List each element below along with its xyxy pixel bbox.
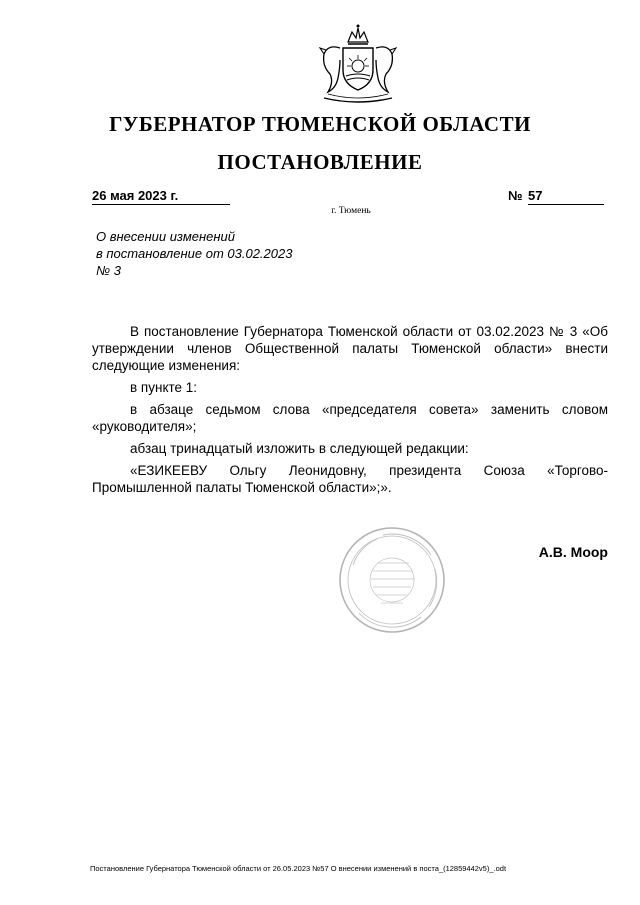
subject-block: [96, 228, 292, 279]
document-date: 26 мая 2023 г.: [92, 188, 230, 205]
organization-title: ГУБЕРНАТОР ТЮМЕНСКОЙ ОБЛАСТИ: [109, 112, 531, 136]
footer-filename: Постановление Губернатора Тюменской области от 26.05.2023 №57 О внесении изменений в поста_(12859442v5)_.odt: [90, 864, 507, 873]
document-number: [508, 188, 604, 205]
subject-line: О внесении изменений: [96, 229, 235, 244]
number-value: 57: [528, 188, 604, 205]
body-paragraph: в абзаце седьмом слова «председателя совета» заменить словом «руководителя»;: [92, 402, 608, 434]
subject-line: № 3: [96, 263, 121, 278]
body-paragraph: в пункте 1:: [130, 380, 198, 395]
city-label: г. Тюмень: [331, 206, 371, 216]
body-paragraph: «ЕЗИКЕЕВУ Ольгу Леонидовну, президента Союза «Торгово-Промышленной палаты Тюменской области»;».: [92, 463, 608, 495]
signer-name: А.В. Моор: [538, 544, 608, 560]
subject-line: в постановление от 03.02.2023: [96, 246, 293, 261]
body-paragraph: В постановление Губернатора Тюменской области от 03.02.2023 № 3 «Об утверждении членов Общественной палаты Тюменской области» внести следующие изменения:: [92, 324, 608, 373]
number-sign: №: [508, 188, 523, 203]
document-type: ПОСТАНОВЛЕНИЕ: [217, 150, 423, 174]
coat-of-arms-icon: [310, 22, 406, 110]
document-body: [92, 323, 608, 501]
official-seal-icon: [337, 525, 447, 635]
body-paragraph: абзац тринадцатый изложить в следующей редакции:: [130, 441, 469, 456]
